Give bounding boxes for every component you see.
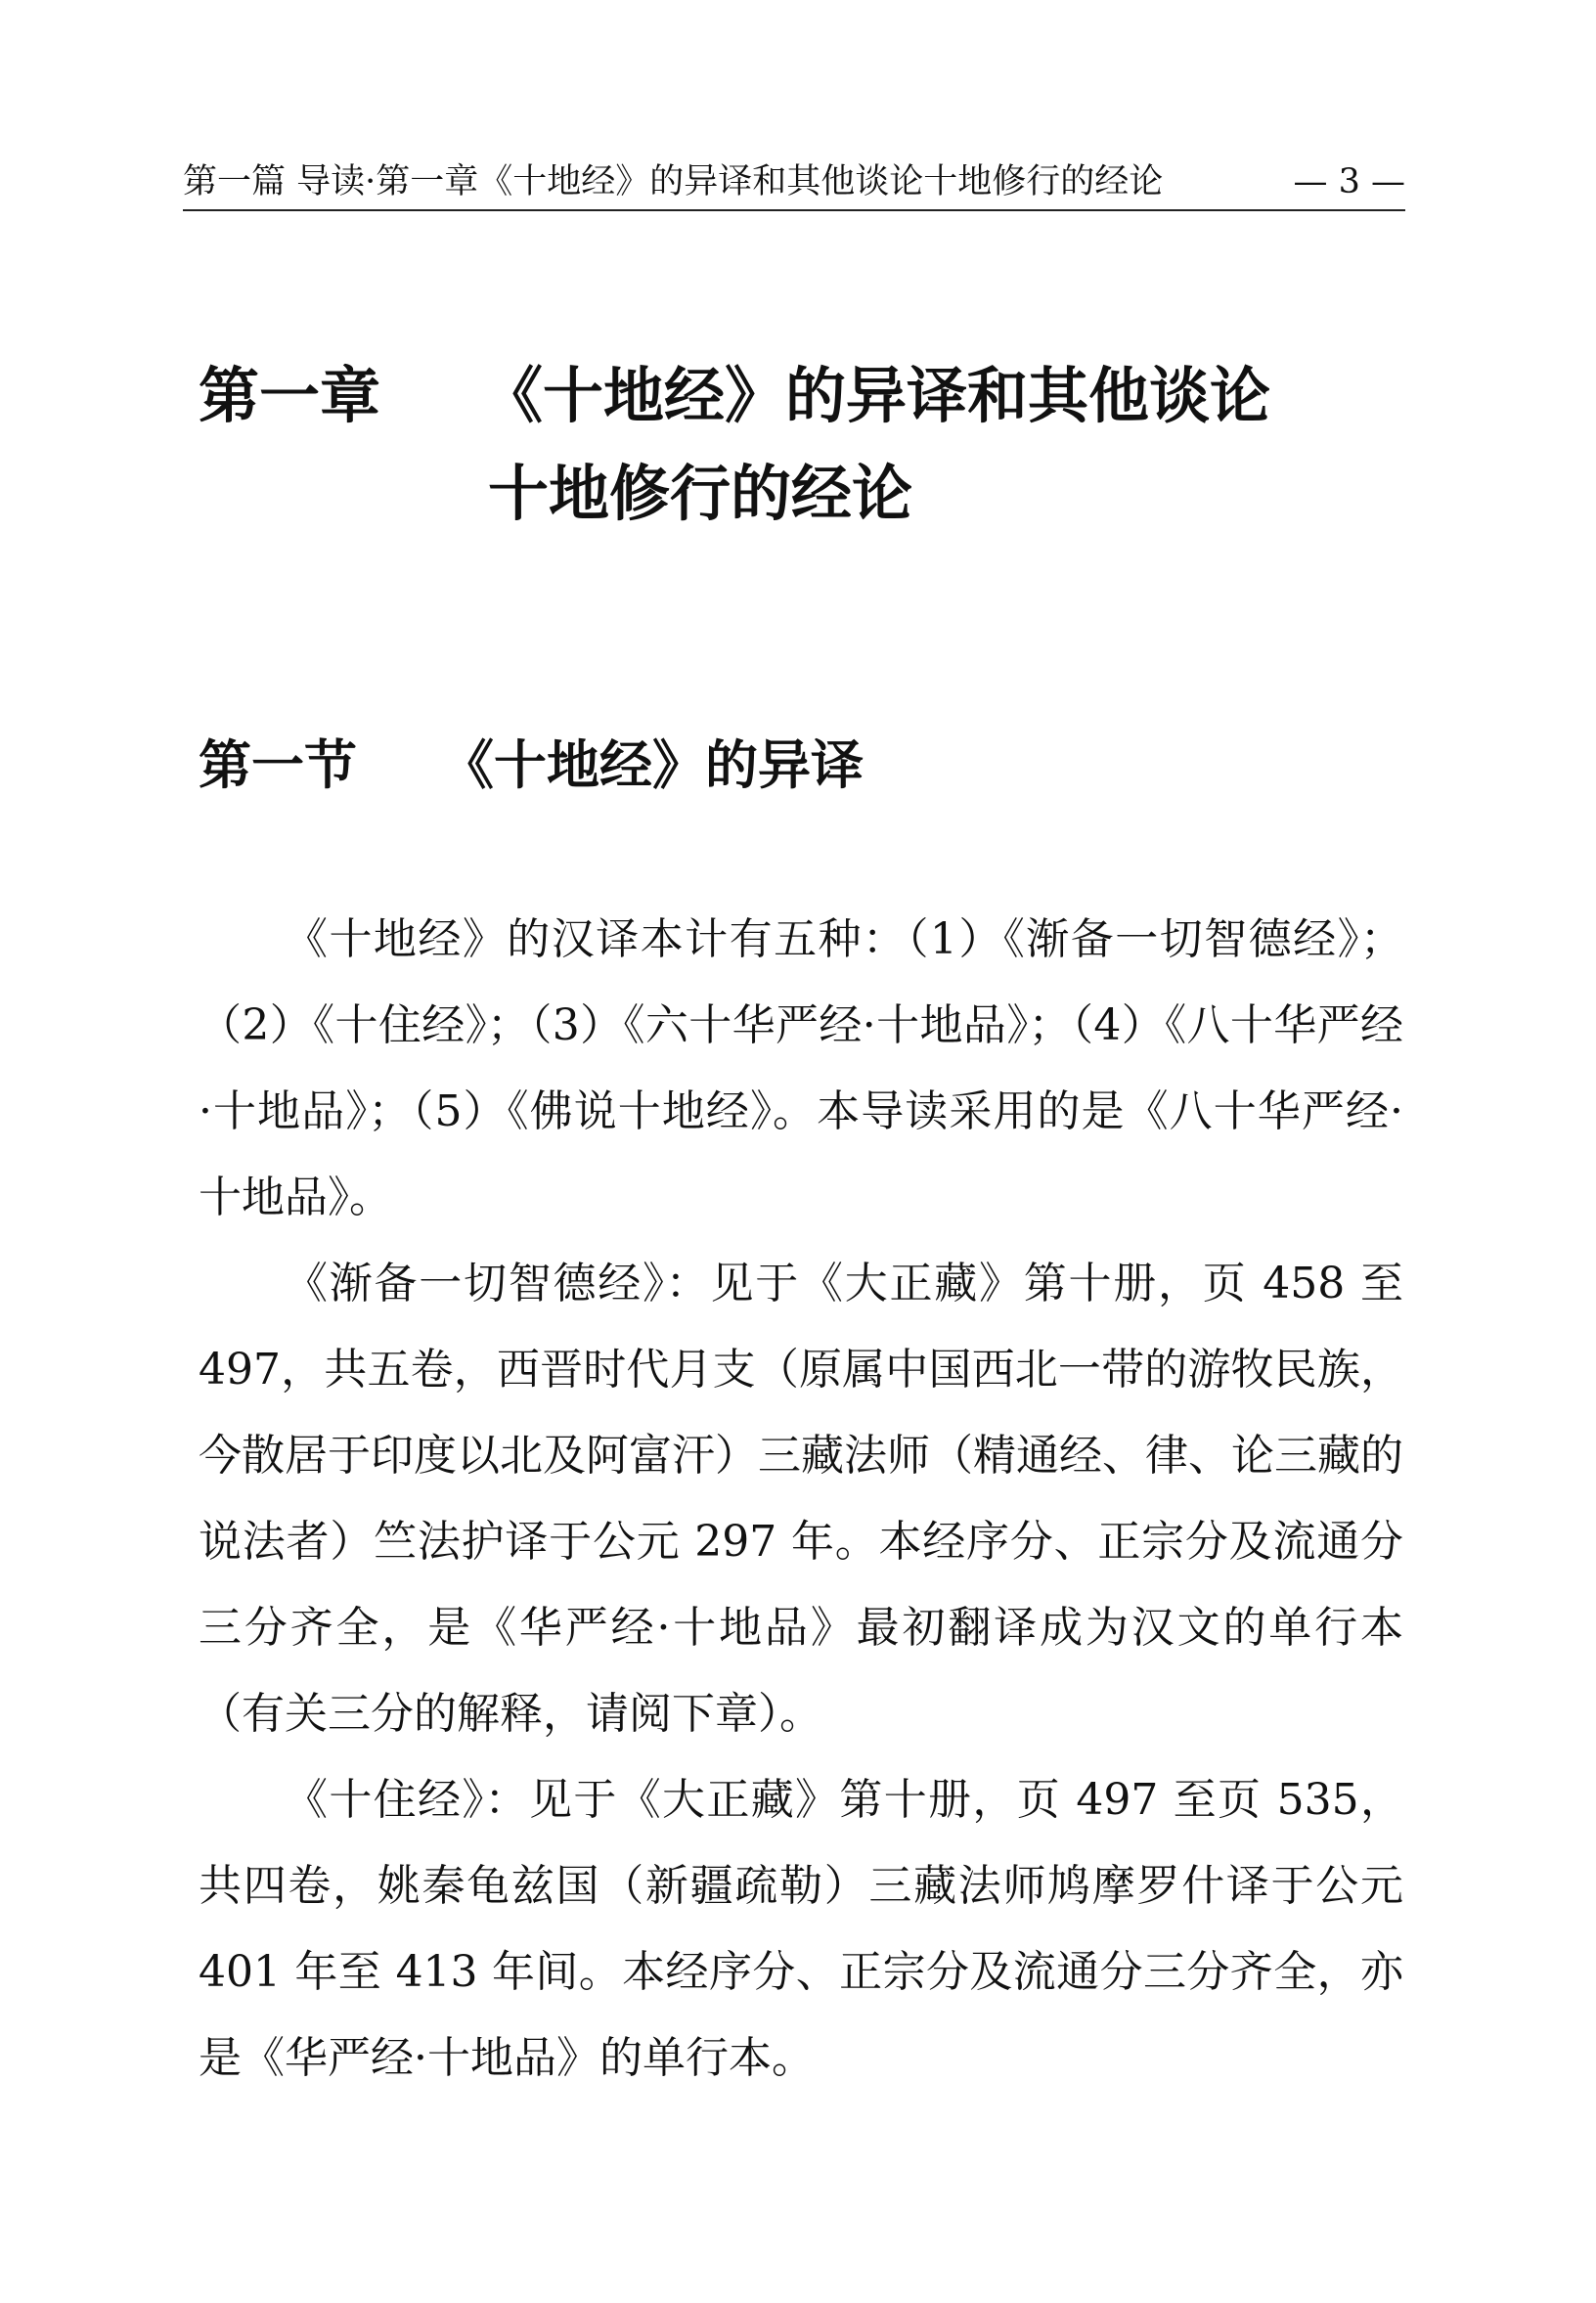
chapter-title [199, 347, 1270, 543]
section-number: 第一节 [199, 733, 357, 796]
chapter-number: 第一章 [199, 360, 381, 431]
chapter-title-line-1: 《十地经》的异译和其他谈论 [482, 360, 1271, 431]
chapter-title-line-2: 十地修行的经论 [488, 458, 913, 529]
header-title: 第一篇 导读·第一章《十地经》的异译和其他谈论十地修行的经论 [183, 162, 1164, 201]
page-number: — 3 — [1293, 162, 1405, 201]
paragraph-translations-list: 《十地经》的汉译本计有五种：（1）《渐备一切智德经》；（2）《十住经》；（3）《六十华严经·十地品》；（4）《八十华严经·十地品》；（5）《佛说十地经》。本导读采用的是《八十华严经·十地品》。 [199, 914, 1403, 1222]
section-title-text: 《十地经》的异译 [441, 733, 864, 796]
body-text [199, 897, 1403, 2102]
section-title [199, 726, 864, 804]
paragraph-jianbei-sutra: 《渐备一切智德经》：见于《大正藏》第十册，页 458 至 497，共五卷，西晋时代月支（原属中国西北一带的游牧民族，今散居于印度以北及阿富汗）三藏法师（精通经、律、论三藏的说法者）竺法护译于公元 297 年。本经序分、正宗分及流通分三分齐全，是《华严经·十地品》最初翻译成为汉文的单行本（有关三分的解释，请阅下章）。 [199, 1259, 1403, 1739]
running-header [183, 155, 1405, 211]
paragraph-shizhu-sutra: 《十住经》：见于《大正藏》第十册，页 497 至页 535，共四卷，姚秦龟兹国（新疆疏勒）三藏法师鸠摩罗什译于公元 401 年至 413 年间。本经序分、正宗分及流通分三分齐全，亦是《华严经·十地品》的单行本。 [199, 1775, 1403, 2083]
